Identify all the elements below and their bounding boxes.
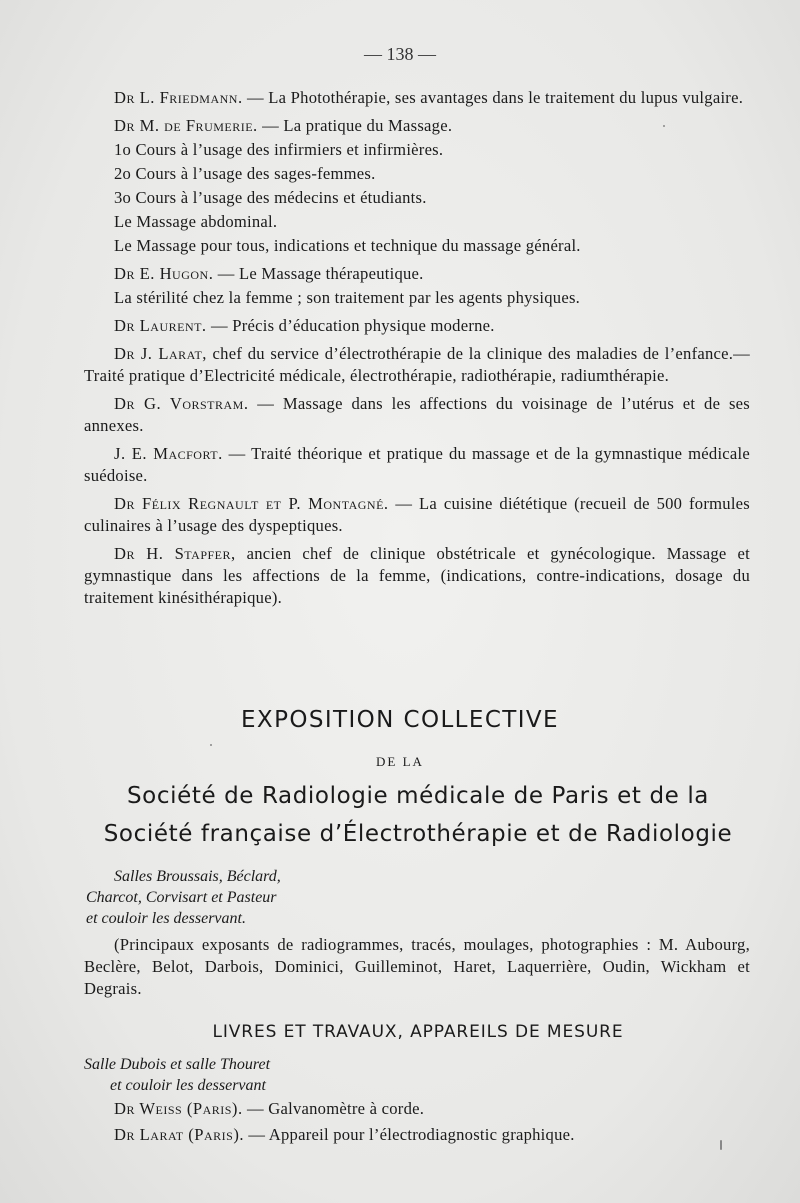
item-author: Dr Weiss (Paris).: [114, 1099, 243, 1118]
entry-sterilite: [84, 287, 750, 309]
entry-text: chef du service d’électrothérapie de la clinique des maladies de l’enfance.— Traité pratique d’Electricité médicale, électrothérapie, radiothérapie, radiumthérapie.: [84, 344, 750, 385]
entry-text: — La pratique du Massage.: [257, 116, 453, 135]
entry-text: — Traité théorique et pratique du massage et de la gymnastique médicale suédoise.: [84, 444, 751, 485]
entry-frumerie: [84, 115, 750, 137]
exhibitors-text: (Principaux exposants de radiogrammes, tracés, moulages, photographies : M. Aubourg, Beclère, Belot, Darbois, Dominici, Guilleminot, Haret, Laquerrière, Oudin, Wickham et Degrais.: [84, 935, 750, 998]
entry-cours-1: [84, 139, 750, 161]
location-line: et couloir les desservant: [110, 1077, 266, 1094]
entry-author: Dr J. Larat,: [114, 344, 207, 363]
society-line-1: Société de Radiologie médicale de Paris et de la: [126, 783, 710, 809]
entry-stapfer: [84, 543, 750, 609]
livres-location: [84, 1054, 270, 1096]
entry-massage-pour-tous: [84, 235, 750, 257]
scan-speck: [663, 125, 665, 127]
entry-cours-2: [84, 163, 750, 185]
livres-title: LIVRES ET TRAVAUX, APPAREILS DE MESURE: [212, 1022, 624, 1042]
entry-text: — La cuisine diététique (recueil de 500 formules culinaires à l’usage des dyspeptiques.: [84, 494, 751, 535]
entry-text: — Précis d’éducation physique moderne.: [206, 316, 495, 335]
entry-author: Dr H. Stapfer,: [114, 544, 236, 563]
entry-massage-abdominal: [84, 211, 750, 233]
entry-text: 3o Cours à l’usage des médecins et étudiants.: [114, 188, 427, 207]
item-text: — Galvanomètre à corde.: [242, 1099, 425, 1118]
entry-author: Dr M. de Frumerie.: [114, 116, 258, 135]
scan-speck: [210, 744, 212, 746]
exposition-de-la: DE LA: [376, 754, 424, 769]
entry-author: Dr E. Hugon.: [114, 264, 214, 283]
entry-larat: [84, 343, 750, 387]
entry-author: Dr G. Vorstram.: [114, 394, 249, 413]
entry-vorstram: [84, 393, 750, 437]
item-weiss: [84, 1098, 750, 1120]
location-line: et couloir les desservant.: [86, 910, 246, 927]
exposition-title: EXPOSITION COLLECTIVE: [241, 707, 559, 733]
page-number: — 138 —: [364, 44, 436, 64]
entry-hugon: [84, 263, 750, 285]
entry-text: — Le Massage thérapeutique.: [213, 264, 424, 283]
entry-regnault: [84, 493, 750, 537]
entry-author: Dr L. Friedmann.: [114, 88, 243, 107]
item-larat: [84, 1124, 750, 1146]
location-line: Charcot, Corvisart et Pasteur: [86, 889, 277, 906]
item-author: Dr Larat (Paris).: [114, 1125, 245, 1144]
scan-speck: [720, 1140, 722, 1150]
entry-author: Dr Félix Regnault et P. Montagné.: [114, 494, 389, 513]
entry-macfort: [84, 443, 750, 487]
society-line-2: Société française d’Électrothérapie et de Radiologie: [103, 821, 733, 847]
entry-text: La stérilité chez la femme ; son traitement par les agents physiques.: [114, 288, 581, 307]
item-text: — Appareil pour l’électrodiagnostic graphique.: [244, 1125, 575, 1144]
location-line: Salles Broussais, Béclard,: [114, 868, 281, 885]
entry-author: Dr Laurent.: [114, 316, 207, 335]
entry-text: — Massage dans les affections du voisinage de l’utérus et de ses annexes.: [84, 394, 750, 435]
entry-text: — La Photothérapie, ses avantages dans le traitement du lupus vulgaire.: [242, 88, 744, 107]
entry-text: Le Massage abdominal.: [114, 212, 278, 231]
entry-friedmann: [84, 87, 750, 109]
entry-author: J. E. Macfort.: [114, 444, 223, 463]
entry-cours-3: [84, 187, 750, 209]
entry-text: 1o Cours à l’usage des infirmiers et infirmières.: [114, 140, 444, 159]
location-line: Salle Dubois et salle Thouret: [84, 1056, 271, 1073]
bibliography-list: [84, 87, 750, 615]
exhibitors-paragraph: [84, 934, 750, 1006]
entry-text: ancien chef de clinique obstétricale et gynécologique. Massage et gymnastique dans les affections de la femme, (indications, contre-indications, dosage du traitement kinésithérapique).: [84, 544, 750, 607]
exposition-location: [86, 866, 281, 929]
entry-text: 2o Cours à l’usage des sages-femmes.: [114, 164, 376, 183]
livres-items: [84, 1098, 750, 1152]
entry-text: Le Massage pour tous, indications et technique du massage général.: [114, 236, 581, 255]
entry-laurent: [84, 315, 750, 337]
